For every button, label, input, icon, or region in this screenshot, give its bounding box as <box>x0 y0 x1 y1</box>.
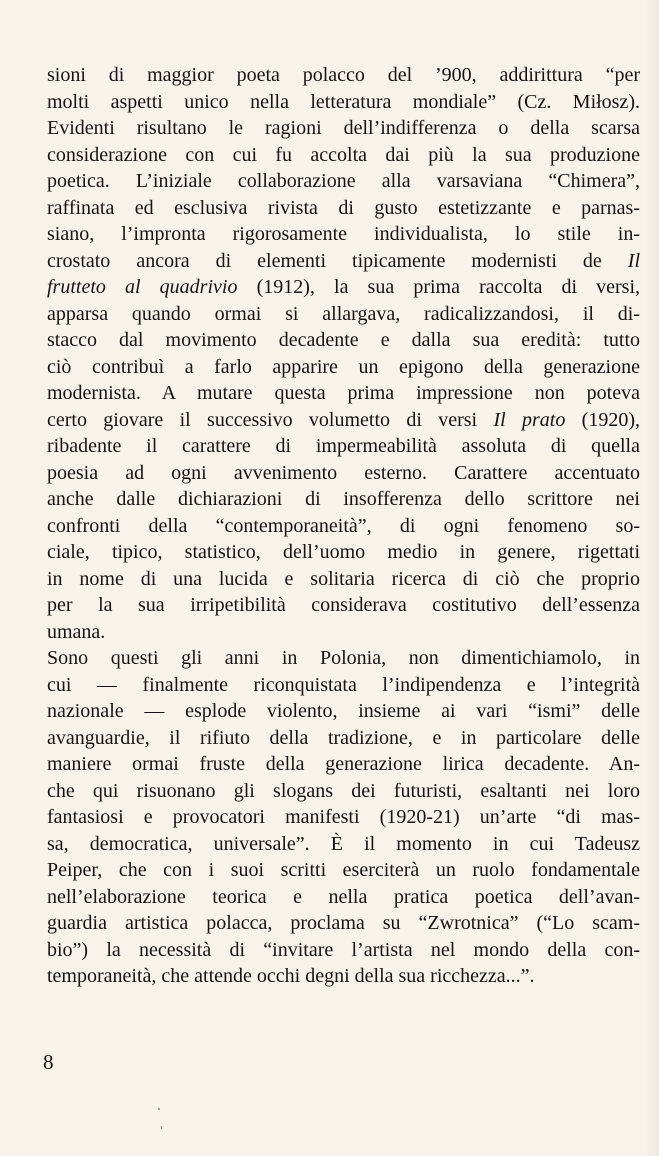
book-title-italic: Il <box>627 249 640 272</box>
paper-speck <box>158 1108 160 1110</box>
text-segment: (1912), la sua prima raccolta di versi, <box>256 276 641 298</box>
text-line: molti aspetti unico nella letteratura mondiale” (Cz. Miłosz). <box>47 90 640 113</box>
text-line: guardia artistica polacca, proclama su “Zwrotnica” (“Lo scam- <box>47 912 640 934</box>
text-line: avanguardie, il rifiuto della tradizione, e in particolare delle <box>47 726 640 749</box>
text-line: Evidenti risultano le ragioni dell’indifferenza o della scarsa <box>47 117 640 139</box>
text-line: che qui risuonano gli slogans dei futuristi, esaltanti nei loro <box>47 779 640 802</box>
text-line: raffinata ed esclusiva rivista di gusto estetizzante e parnas- <box>47 196 640 219</box>
text-line: maniere ormai fruste della generazione lirica decadente. An- <box>47 753 640 775</box>
text-line: confronti della “contemporaneità”, di ogni fenomeno so- <box>47 514 640 537</box>
text-line <box>47 248 640 275</box>
text-line: siano, l’impronta rigorosamente individualista, lo stile in- <box>47 223 640 245</box>
text-line: temporaneità, che attende occhi degni della sua ricchezza...”. <box>47 965 535 987</box>
text-line: nazionale — esplode violento, insieme ai vari “ismi” delle <box>47 700 640 722</box>
text-line <box>47 274 640 301</box>
text-line: ciale, tipico, statistico, dell’uomo medio in genere, rigettati <box>47 541 640 563</box>
text-line: Peiper, che con i suoi scritti eserciterà un ruolo fondamentale <box>47 859 640 881</box>
text-line: considerazione con cui fu accolta dai più la sua produzione <box>47 143 640 166</box>
paper-speck <box>161 1126 162 1129</box>
text-line: ribadente il carattere di impermeabilità assoluta di quella <box>47 435 640 457</box>
text-segment: certo giovare il successivo volumetto di versi <box>47 408 494 431</box>
text-line: nell’elaborazione teorica e nella pratica poetica dell’avan- <box>47 885 640 908</box>
text-line: stacco dal movimento decadente e dalla sua eredità: tutto <box>47 329 640 351</box>
text-line: ciò contribuì a farlo apparire un epigono della generazione <box>47 355 640 378</box>
text-line: fantasiosi e provocatori manifesti (1920-21) un’arte “di mas- <box>47 806 640 828</box>
text-line <box>47 407 640 434</box>
body-text <box>47 62 640 990</box>
text-line: anche dalle dichiarazioni di insofferenza dello scrittore nei <box>47 488 640 510</box>
text-line: sioni di maggior poeta polacco del ’900, addirittura “per <box>47 64 640 86</box>
text-line: umana. <box>47 620 106 643</box>
text-line: cui — finalmente riconquistata l’indipendenza e l’integrità <box>47 673 640 696</box>
page-number: 8 <box>43 1050 54 1074</box>
text-line: Sono questi gli anni in Polonia, non dimentichiamolo, in <box>47 647 640 669</box>
book-title-italic: Il prato <box>493 408 566 431</box>
text-line: poetica. L’iniziale collaborazione alla varsaviana “Chimera”, <box>47 170 640 192</box>
text-line: per la sua irripetibilità considerava costitutivo dell’essenza <box>47 594 640 616</box>
page-edge-shadow <box>645 0 659 1156</box>
text-segment: (1920), <box>565 408 640 431</box>
paragraph-2 <box>47 645 640 990</box>
text-line: sa, democratica, universale”. È il momento in cui Tadeusz <box>47 832 640 855</box>
paragraph-1 <box>47 62 640 645</box>
text-line: bio”) la necessità di “invitare l’artista nel mondo della con- <box>47 938 640 961</box>
text-line: poesia ad ogni avvenimento esterno. Carattere accentuato <box>47 461 640 484</box>
text-line: in nome di una lucida e solitaria ricerca di ciò che proprio <box>47 567 640 590</box>
text-line: modernista. A mutare questa prima impressione non poteva <box>47 382 640 404</box>
book-title-italic: frutteto al quadrivio <box>47 276 238 298</box>
text-line: apparsa quando ormai si allargava, radicalizzandosi, il di- <box>47 302 640 325</box>
text-segment: crostato ancora di elementi tipicamente modernisti de <box>47 249 628 272</box>
